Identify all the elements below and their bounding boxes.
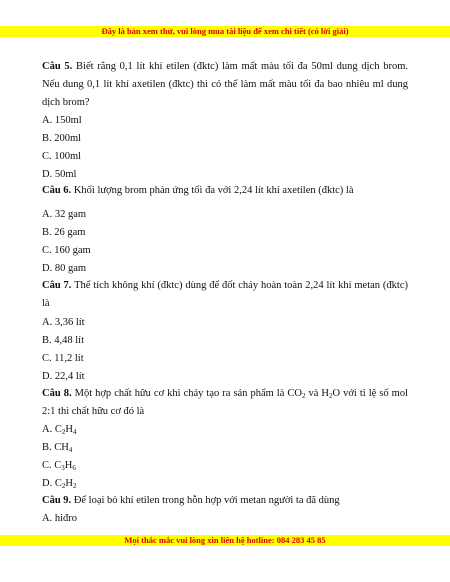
- question-5-label: Câu 5.: [42, 61, 73, 72]
- question-9-line-1: Câu 9. Để loại bỏ khí etilen trong hỗn hợp với metan người ta đã dùng: [42, 495, 340, 506]
- question-8-option-a: A. $C_2H_4$: [42, 424, 77, 436]
- question-7-line-1: Câu 7. Thể tích không khí (đktc) dùng để đốt cháy hoàn toàn 2,24 lít khí metan (đktc): [42, 280, 408, 291]
- question-5-option-b: B. 200ml: [42, 133, 82, 144]
- question-5-option-d: D. 50ml: [42, 169, 77, 180]
- question-7-option-b: B. 4,48 lít: [42, 335, 85, 346]
- question-6-option-a: A. 32 gam: [42, 209, 87, 220]
- question-9-option-a: A. hiđro: [42, 513, 77, 524]
- question-7-label: Câu 7.: [42, 280, 72, 291]
- question-8-line-1: Câu 8. Một hợp chất hữu cơ khi cháy tạo ra sản phẩm là $CO_2$ và $H_2O$ với tỉ lệ số mol: [42, 388, 408, 400]
- question-7-option-c: C. 11,2 lít: [42, 353, 84, 364]
- question-6-line-1: Câu 6. Khối lượng brom phản ứng tối đa với 2,24 lít khí axetilen (đktc) là: [42, 185, 354, 196]
- question-5-line-3: dịch brom?: [42, 97, 90, 108]
- question-7-option-d: D. 22,4 lít: [42, 371, 85, 382]
- question-9-label: Câu 9.: [42, 495, 72, 506]
- question-8-option-d: D. $C_2H_2$: [42, 478, 77, 490]
- question-8-option-c: C. $C_3H_6$: [42, 460, 76, 472]
- question-5-line-2: Nếu dung 0,1 lít khí axetilen (đktc) thì có thể làm mất màu tối đa bao nhiêu ml dung: [42, 79, 408, 90]
- question-7-line-2: là: [42, 298, 50, 309]
- question-7-option-a: A. 3,36 lít: [42, 317, 85, 328]
- question-6-option-c: C. 160 gam: [42, 245, 91, 256]
- question-5-option-c: C. 100ml: [42, 151, 82, 162]
- question-6-option-d: D. 80 gam: [42, 263, 87, 274]
- question-6-option-b: B. 26 gam: [42, 227, 86, 238]
- hotline-banner: Mọi thắc mắc vui lòng xin liên hệ hotline: 084 283 45 85: [0, 535, 450, 546]
- question-5-line-1: Câu 5. Biết rằng 0,1 lít khí etilen (đktc) làm mất màu tối đa 50ml dung dịch brom.: [42, 61, 409, 72]
- question-8-option-b: B. $CH_4$: [42, 442, 73, 454]
- preview-notice-banner: Đây là bản xem thử, vui lòng mua tài liệu để xem chi tiết (có lời giải): [0, 26, 450, 37]
- question-8-line-2: 2:1 thì chất hữu cơ đó là: [42, 406, 145, 417]
- question-8-label: Câu 8.: [42, 388, 72, 399]
- question-5-option-a: A. 150ml: [42, 115, 82, 126]
- question-6-label: Câu 6.: [42, 185, 72, 196]
